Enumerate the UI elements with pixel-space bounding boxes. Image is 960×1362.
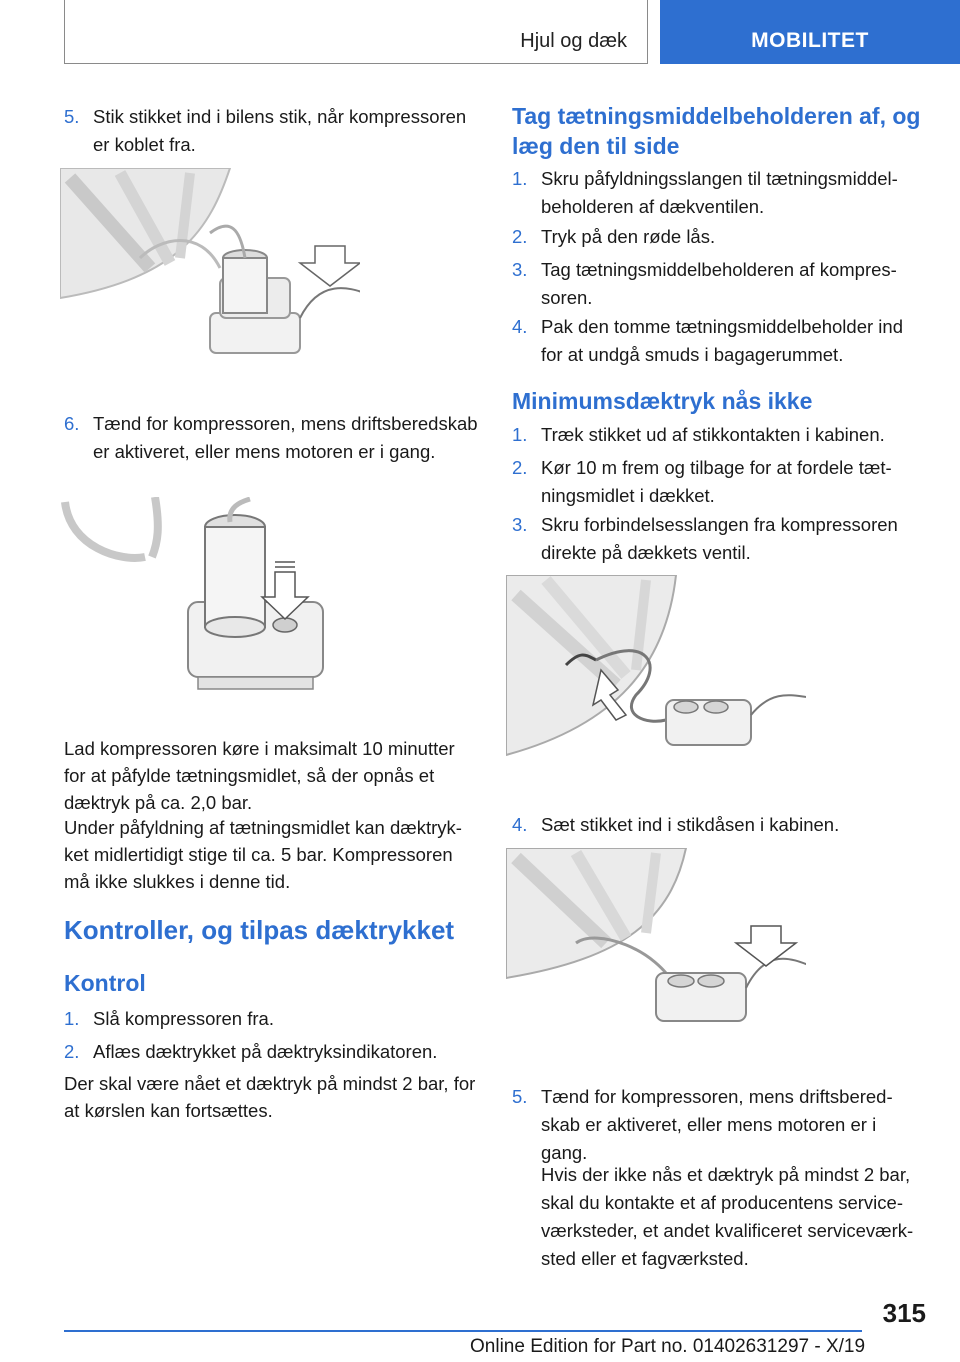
remove-step-4: 4. Pak den tomme tætningsmiddelbeholder ind for at undgå smuds i bagagerummet. (512, 316, 903, 365)
page-number: 315 (882, 1298, 926, 1328)
step-5-plug: 5. Stik stikket ind i bilens stik, når kompressoren er koblet fra. (64, 106, 467, 155)
heading-check-adjust: Kontroller, og tilpas dæktrykket (64, 915, 455, 945)
subheading-check: Kontrol (64, 970, 146, 996)
footer-divider (64, 1330, 862, 1332)
step-5-note: Hvis der ikke nås et dæktryk på mindst 2 bar, skal du kontakte et af producentens serviceværksteder, et andet kvalificeret serviceværksted eller et fagværksted. (541, 1164, 914, 1269)
remove-step-3: 3. Tag tætningsmiddelbeholderen af kompressoren. (512, 259, 897, 308)
edition-note: Online Edition for Part no. 01402631297 - X/19 (470, 1336, 866, 1357)
chapter-tab-label: MOBILITET (751, 29, 869, 52)
control-step-1: 1. Slå kompressoren fra. (64, 1008, 274, 1029)
step-6-turn-on: 6. Tænd for kompressoren, mens driftsberedskab er aktiveret, eller mens motoren er i gang. (64, 413, 478, 462)
chapter-tab (660, 0, 960, 64)
paragraph-pressure-rise: Under påfyldning af tætningsmidlet kan dæktrykket midlertidigt stige til ca. 5 bar. Kompressoren må ikke slukkes i denne tid. (64, 817, 462, 892)
paragraph-min-pressure: Der skal være nået et dæktryk på mindst 2 bar, for at kørslen kan fortsættes. (64, 1073, 476, 1121)
min-step-2: 2. Kør 10 m frem og tilbage for at fordele tætningsmidlet i dækket. (512, 457, 892, 506)
remove-step-2: 2. Tryk på den røde lås. (512, 226, 716, 247)
heading-remove-bottle: Tag tætningsmiddelbeholderen af, og læg den til side (512, 103, 921, 159)
figure-compressor-closeup-icon (60, 497, 360, 697)
min-step-1: 1. Træk stikket ud af stikkontakten i kabinen. (512, 424, 885, 445)
section-title: Hjul og dæk (520, 30, 627, 52)
step-5-turn-on: 5. Tænd for kompressoren, mens driftsberedskab er aktiveret, eller mens motoren er i gang. (512, 1086, 893, 1163)
figure-hose-valve-icon (506, 575, 806, 770)
figure-compressor-wheel-icon (60, 168, 360, 358)
remove-step-1: 1. Skru påfyldningsslangen til tætningsmiddelbeholderen af dækventilen. (512, 168, 898, 217)
running-header (64, 0, 648, 64)
min-step-3: 3. Skru forbindelsesslangen fra kompressoren direkte på dækkets ventil. (512, 514, 898, 563)
paragraph-fill-duration: Lad kompressoren køre i maksimalt 10 minutter for at påfylde tætningsmidlet, så der opnås et dæktryk på ca. 2,0 bar. (64, 738, 455, 813)
step-4-socket: 4. Sæt stikket ind i stikdåsen i kabinen. (512, 814, 840, 835)
heading-min-pressure: Minimumsdæktryk nås ikke (512, 388, 813, 414)
figure-compressor-socket-icon (506, 848, 806, 1038)
control-step-2: 2. Aflæs dæktrykket på dæktryksindikatoren. (64, 1041, 438, 1062)
